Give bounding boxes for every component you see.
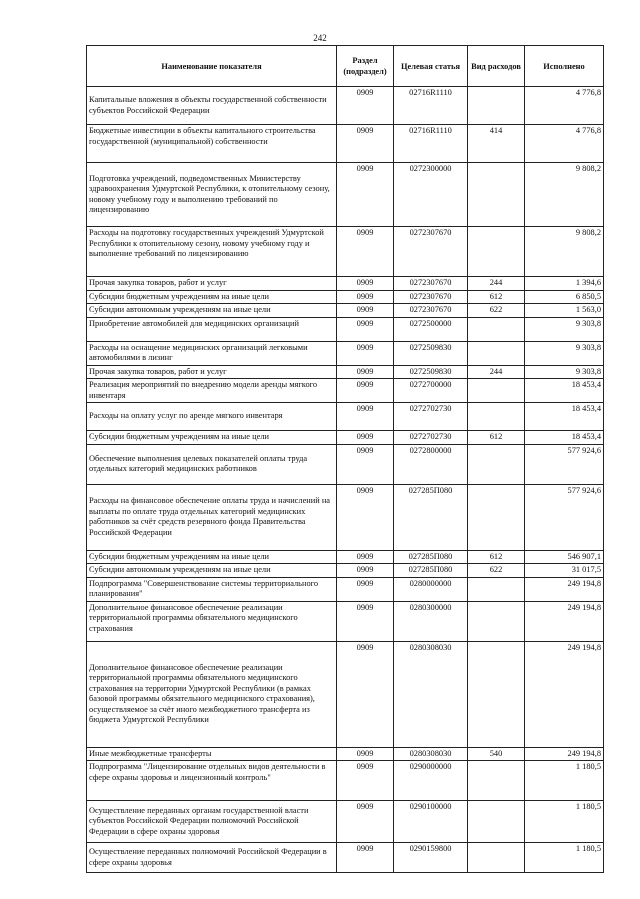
table-body <box>87 87 604 873</box>
table-row <box>87 163 604 227</box>
row-section-cell: 0909 <box>337 484 394 550</box>
row-done-cell: 18 453,4 <box>525 431 604 445</box>
row-section-cell: 0909 <box>337 403 394 431</box>
row-kind-cell: 612 <box>468 550 525 564</box>
table-row <box>87 403 604 431</box>
row-name-cell: Подготовка учреждений, подведомственных Министерству здравоохранения Удмуртской Республики, к отопительному сезону, новому учебному году и выполнению требований по лицензированию <box>87 163 337 227</box>
row-done-cell: 9 303,8 <box>525 365 604 379</box>
row-target-cell: 0272307670 <box>394 290 468 304</box>
row-target-cell: 02716R1110 <box>394 87 468 125</box>
header-section: Раздел (подраздел) <box>337 46 394 87</box>
row-target-cell: 0280300000 <box>394 601 468 641</box>
row-section-cell: 0909 <box>337 843 394 873</box>
row-kind-cell <box>468 484 525 550</box>
row-target-cell: 0272500000 <box>394 317 468 341</box>
row-target-cell: 0272702730 <box>394 431 468 445</box>
row-name-cell: Субсидии бюджетным учреждениям на иные цели <box>87 290 337 304</box>
row-name-cell: Приобретение автомобилей для медицинских организаций <box>87 317 337 341</box>
table-row <box>87 761 604 801</box>
budget-table <box>86 45 604 873</box>
table-row <box>87 277 604 291</box>
row-kind-cell: 414 <box>468 125 525 163</box>
row-name-cell: Субсидии бюджетным учреждениям на иные цели <box>87 431 337 445</box>
table-row <box>87 431 604 445</box>
row-name-cell: Прочая закупка товаров, работ и услуг <box>87 277 337 291</box>
row-kind-cell <box>468 761 525 801</box>
row-section-cell: 0909 <box>337 277 394 291</box>
row-section-cell: 0909 <box>337 379 394 403</box>
row-name-cell: Субсидии автономным учреждениям на иные цели <box>87 564 337 578</box>
row-name-cell: Расходы на подготовку государственных учреждений Удмуртской Республики к отопительному сезону, новому учебному году и выполнение требований по лицензированию <box>87 227 337 277</box>
row-done-cell: 9 303,8 <box>525 317 604 341</box>
row-kind-cell: 622 <box>468 304 525 318</box>
row-done-cell: 1 180,5 <box>525 761 604 801</box>
row-target-cell: 027285П080 <box>394 484 468 550</box>
row-name-cell: Расходы на финансовое обеспечение оплаты труда и начислений на выплаты по оплате труда отдельных категорий медицинских работников за счёт средств резервного фонда Правительства Российской Федерации <box>87 484 337 550</box>
row-target-cell: 0280000000 <box>394 577 468 601</box>
table-row <box>87 341 604 365</box>
table-row <box>87 379 604 403</box>
row-kind-cell <box>468 227 525 277</box>
row-done-cell: 31 017,5 <box>525 564 604 578</box>
row-done-cell: 546 907,1 <box>525 550 604 564</box>
row-target-cell: 0272307670 <box>394 227 468 277</box>
row-kind-cell: 540 <box>468 747 525 761</box>
row-kind-cell <box>468 317 525 341</box>
row-kind-cell <box>468 801 525 843</box>
row-section-cell: 0909 <box>337 163 394 227</box>
row-target-cell: 027285П080 <box>394 550 468 564</box>
table-row <box>87 87 604 125</box>
row-kind-cell <box>468 379 525 403</box>
row-done-cell: 249 194,8 <box>525 577 604 601</box>
row-name-cell: Осуществление переданных органам государственной власти субъектов Российской Федерации полномочий Российской Федерации в сфере охраны здоровья <box>87 801 337 843</box>
table-row <box>87 564 604 578</box>
row-section-cell: 0909 <box>337 444 394 484</box>
row-name-cell: Дополнительное финансовое обеспечение реализации территориальной программы обязательного медицинского страхования <box>87 601 337 641</box>
row-done-cell: 1 180,5 <box>525 843 604 873</box>
row-done-cell: 9 303,8 <box>525 341 604 365</box>
row-kind-cell <box>468 843 525 873</box>
row-section-cell: 0909 <box>337 747 394 761</box>
row-section-cell: 0909 <box>337 87 394 125</box>
table-row <box>87 601 604 641</box>
row-done-cell: 4 776,8 <box>525 125 604 163</box>
row-name-cell: Дополнительное финансовое обеспечение реализации территориальной программы обязательного медицинского страхования на территории Удмуртской Республики (в рамках базовой программы обязательного медицинского страхования), осуществляемое за счёт иного межбюджетного трансферта из бюджета Удмуртской Республики <box>87 641 337 747</box>
row-section-cell: 0909 <box>337 365 394 379</box>
table-row <box>87 444 604 484</box>
row-name-cell: Подпрограмма "Совершенствование системы территориального планирования" <box>87 577 337 601</box>
row-target-cell: 0272509830 <box>394 341 468 365</box>
row-name-cell: Субсидии бюджетным учреждениям на иные цели <box>87 550 337 564</box>
row-target-cell: 0272800000 <box>394 444 468 484</box>
row-kind-cell: 622 <box>468 564 525 578</box>
row-kind-cell: 612 <box>468 290 525 304</box>
row-done-cell: 577 924,6 <box>525 484 604 550</box>
header-target: Целевая статья <box>394 46 468 87</box>
row-section-cell: 0909 <box>337 227 394 277</box>
row-name-cell: Осуществление переданных полномочий Российской Федерации в сфере охраны здоровья <box>87 843 337 873</box>
row-done-cell: 577 924,6 <box>525 444 604 484</box>
row-target-cell: 0272700000 <box>394 379 468 403</box>
row-name-cell: Расходы на оплату услуг по аренде мягкого инвентаря <box>87 403 337 431</box>
header-kind: Вид расходов <box>468 46 525 87</box>
row-target-cell: 02716R1110 <box>394 125 468 163</box>
row-section-cell: 0909 <box>337 341 394 365</box>
row-done-cell: 249 194,8 <box>525 601 604 641</box>
row-kind-cell <box>468 641 525 747</box>
row-done-cell: 6 850,5 <box>525 290 604 304</box>
row-done-cell: 18 453,4 <box>525 403 604 431</box>
table-row <box>87 801 604 843</box>
table-row <box>87 125 604 163</box>
row-section-cell: 0909 <box>337 761 394 801</box>
row-name-cell: Бюджетные инвестиции в объекты капитального строительства государственной (муниципальной) собственности <box>87 125 337 163</box>
row-target-cell: 0272307670 <box>394 277 468 291</box>
row-section-cell: 0909 <box>337 577 394 601</box>
row-target-cell: 0272307670 <box>394 304 468 318</box>
page-number: 242 <box>313 33 327 43</box>
row-name-cell: Иные межбюджетные трансферты <box>87 747 337 761</box>
row-target-cell: 0290000000 <box>394 761 468 801</box>
row-section-cell: 0909 <box>337 601 394 641</box>
row-section-cell: 0909 <box>337 431 394 445</box>
row-done-cell: 18 453,4 <box>525 379 604 403</box>
row-target-cell: 0272509830 <box>394 365 468 379</box>
row-kind-cell <box>468 601 525 641</box>
row-name-cell: Прочая закупка товаров, работ и услуг <box>87 365 337 379</box>
row-kind-cell: 244 <box>468 365 525 379</box>
row-done-cell: 4 776,8 <box>525 87 604 125</box>
row-section-cell: 0909 <box>337 641 394 747</box>
row-kind-cell <box>468 444 525 484</box>
row-name-cell: Обеспечение выполнения целевых показателей оплаты труда отдельных категорий медицинских работников <box>87 444 337 484</box>
row-section-cell: 0909 <box>337 550 394 564</box>
row-section-cell: 0909 <box>337 304 394 318</box>
table-row <box>87 550 604 564</box>
table-header-row <box>87 46 604 87</box>
row-done-cell: 249 194,8 <box>525 747 604 761</box>
row-target-cell: 0272702730 <box>394 403 468 431</box>
row-name-cell: Капитальные вложения в объекты государственной собственности субъектов Российской Федерации <box>87 87 337 125</box>
row-target-cell: 0280308030 <box>394 641 468 747</box>
row-done-cell: 1 180,5 <box>525 801 604 843</box>
row-done-cell: 1 394,6 <box>525 277 604 291</box>
table-row <box>87 747 604 761</box>
table-row <box>87 317 604 341</box>
table-row <box>87 484 604 550</box>
table-row <box>87 365 604 379</box>
row-kind-cell <box>468 87 525 125</box>
row-done-cell: 9 808,2 <box>525 163 604 227</box>
row-target-cell: 0272300000 <box>394 163 468 227</box>
row-kind-cell <box>468 577 525 601</box>
header-done: Исполнено <box>525 46 604 87</box>
row-kind-cell <box>468 341 525 365</box>
row-target-cell: 027285П080 <box>394 564 468 578</box>
row-name-cell: Подпрограмма "Лицензирование отдельных видов деятельности в сфере охраны здоровья и лицензионный контроль" <box>87 761 337 801</box>
table-row <box>87 843 604 873</box>
row-section-cell: 0909 <box>337 801 394 843</box>
row-kind-cell <box>468 403 525 431</box>
row-section-cell: 0909 <box>337 290 394 304</box>
table-row <box>87 641 604 747</box>
row-done-cell: 1 563,0 <box>525 304 604 318</box>
table-row <box>87 227 604 277</box>
row-target-cell: 0290159800 <box>394 843 468 873</box>
header-name: Наименование показателя <box>87 46 337 87</box>
table-row <box>87 290 604 304</box>
row-name-cell: Субсидии автономным учреждениям на иные цели <box>87 304 337 318</box>
row-name-cell: Реализация мероприятий по внедрению модели аренды мягкого инвентаря <box>87 379 337 403</box>
row-kind-cell: 244 <box>468 277 525 291</box>
row-done-cell: 249 194,8 <box>525 641 604 747</box>
row-target-cell: 0280308030 <box>394 747 468 761</box>
table-row <box>87 577 604 601</box>
row-section-cell: 0909 <box>337 317 394 341</box>
row-target-cell: 0290100000 <box>394 801 468 843</box>
table-row <box>87 304 604 318</box>
row-kind-cell: 612 <box>468 431 525 445</box>
row-section-cell: 0909 <box>337 125 394 163</box>
row-done-cell: 9 808,2 <box>525 227 604 277</box>
row-name-cell: Расходы на оснащение медицинских организаций легковыми автомобилями в лизинг <box>87 341 337 365</box>
row-kind-cell <box>468 163 525 227</box>
row-section-cell: 0909 <box>337 564 394 578</box>
